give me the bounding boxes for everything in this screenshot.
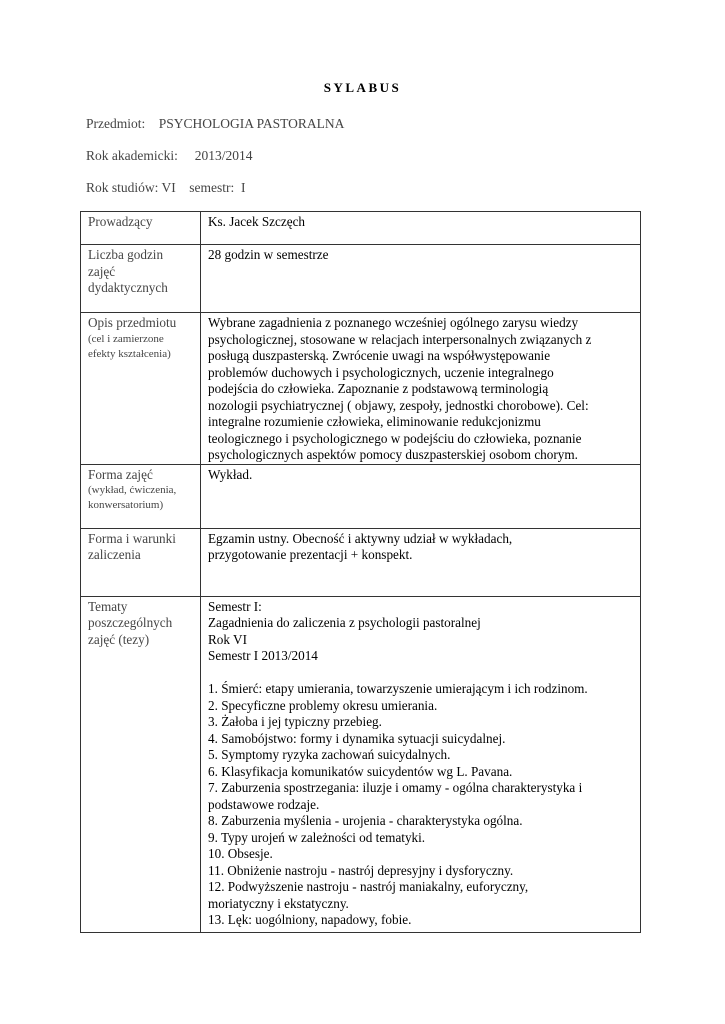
zaliczenie-label-line: zaliczenia (88, 547, 141, 562)
document-title: SYLABUS (323, 80, 402, 95)
opis-line: nozologii psychiatrycznej ( objawy, zespoły, jednostki chorobowe). Cel: (208, 397, 589, 413)
forma-zajec-label-main: Forma zajęć (88, 466, 153, 482)
subject-value: PSYCHOLOGIA PASTORALNA (158, 116, 345, 131)
row-godziny (81, 245, 641, 313)
godziny-label-line: dydaktycznych (88, 280, 168, 295)
study-year-line (86, 180, 246, 196)
topic-line: 7. Zaburzenia spostrzegania: iluzje i omamy - ogólna charakterystyka i (208, 780, 583, 795)
topic-line: 13. Lęk: uogólniony, napadowy, fobie. (208, 912, 412, 927)
row-prowadzacy (81, 212, 641, 245)
semester-value: I (241, 180, 246, 195)
godziny-label (81, 245, 201, 313)
topic-line: 5. Symptomy ryzyka zachowań suicydalnych. (208, 747, 451, 762)
opis-value (201, 313, 641, 465)
semester-label: semestr: (189, 180, 235, 195)
opis-label (81, 313, 201, 465)
tematy-label (81, 596, 201, 932)
tematy-label-line: Tematy (88, 598, 128, 614)
topic-line: 12. Podwyższenie nastroju - nastrój maniakalny, euforyczny, (208, 879, 529, 894)
academic-year-label: Rok akademicki: (86, 148, 178, 163)
subject-label: Przedmiot: (86, 116, 146, 131)
topic-line: 1. Śmierć: etapy umierania, towarzyszenie umierającym i ich rodzinom. (208, 681, 588, 696)
topic-line: podstawowe rodzaje. (208, 796, 320, 812)
opis-label-sub: (cel i zamierzone (88, 332, 164, 345)
subject-line (86, 116, 344, 132)
tematy-header-line: Semestr I 2013/2014 (208, 648, 318, 663)
topic-line: 8. Zaburzenia myślenia - urojenia - charakterystyka ogólna. (208, 813, 523, 828)
topic-line: 4. Samobójstwo: formy i dynamika sytuacji suicydalnej. (208, 730, 506, 746)
academic-year-line (86, 148, 253, 164)
opis-line: problemów duchowych i psychologicznych, uczenie integralnego (208, 364, 554, 380)
godziny-value: 28 godzin w semestrze (201, 245, 641, 313)
opis-line: teologicznego i psychologicznego w podejściu do człowieka, poznanie (208, 430, 582, 446)
row-tematy (81, 596, 641, 932)
row-opis (81, 313, 641, 465)
opis-line: podejścia do człowieka. Zapoznanie z podstawową terminologią (208, 381, 549, 396)
tematy-value (201, 596, 641, 932)
topic-line: 9. Typy urojeń w zależności od tematyki. (208, 829, 426, 845)
opis-line: posługą duszpasterską. Zwrócenie uwagi na współwystępowanie (208, 348, 551, 363)
opis-label-sub: efekty kształcenia) (88, 347, 171, 360)
tematy-label-line: poszczególnych (88, 615, 173, 630)
forma-zajec-value: Wykład. (201, 464, 641, 528)
opis-line: integralne rozumienie człowieka, eliminowanie redukcjonizmu (208, 414, 541, 429)
tematy-header-line: Semestr I: (208, 598, 262, 614)
zaliczenie-label (81, 528, 201, 596)
zaliczenie-line: przygotowanie prezentacji + konspekt. (208, 547, 413, 562)
topic-line: 10. Obsesje. (208, 846, 273, 861)
forma-zajec-label-sub: (wykład, ćwiczenia, (88, 484, 177, 496)
academic-year-value: 2013/2014 (194, 148, 253, 163)
opis-line: psychologicznej, stosowane w relacjach interpersonalnych związanych z (208, 331, 592, 347)
topic-line: 6. Klasyfikacja komunikatów suicydentów wg L. Pavana. (208, 763, 513, 779)
zaliczenie-value (201, 528, 641, 596)
blank-line (208, 665, 635, 682)
prowadzacy-value: Ks. Jacek Szczęch (201, 212, 641, 245)
opis-line: psychologicznych aspektów pomocy duszpasterskiej osobom chorym. (208, 447, 578, 462)
tematy-header-line: Rok VI (208, 631, 247, 647)
godziny-label-line: zajęć (88, 263, 116, 279)
topic-line: 11. Obniżenie nastroju - nastrój depresyjny i dysforyczny. (208, 862, 514, 878)
topic-line: 2. Specyficzne problemy okresu umierania. (208, 697, 438, 713)
opis-label-main: Opis przedmiotu (88, 315, 177, 330)
prowadzacy-label: Prowadzący (81, 212, 201, 245)
godziny-label-line: Liczba godzin (88, 247, 164, 262)
zaliczenie-label-line: Forma i warunki (88, 530, 176, 546)
tematy-header-line: Zagadnienia do zaliczenia z psychologii pastoralnej (208, 615, 481, 630)
topic-line: 3. Żałoba i jej typiczny przebieg. (208, 714, 382, 729)
topic-line: moriatyczny i ekstatyczny. (208, 895, 349, 911)
syllabus-table (80, 211, 641, 933)
study-year-label: Rok studiów: VI (86, 180, 176, 195)
forma-zajec-label (81, 464, 201, 528)
zaliczenie-line: Egzamin ustny. Obecność i aktywny udział w wykładach, (208, 530, 513, 546)
forma-zajec-label-sub: konwersatorium) (88, 499, 164, 511)
tematy-label-line: zajęć (tezy) (88, 631, 150, 647)
row-forma-zajec (81, 464, 641, 528)
row-zaliczenie (81, 528, 641, 596)
opis-line: Wybrane zagadnienia z poznanego wcześniej ogólnego zarysu wiedzy (208, 315, 579, 330)
